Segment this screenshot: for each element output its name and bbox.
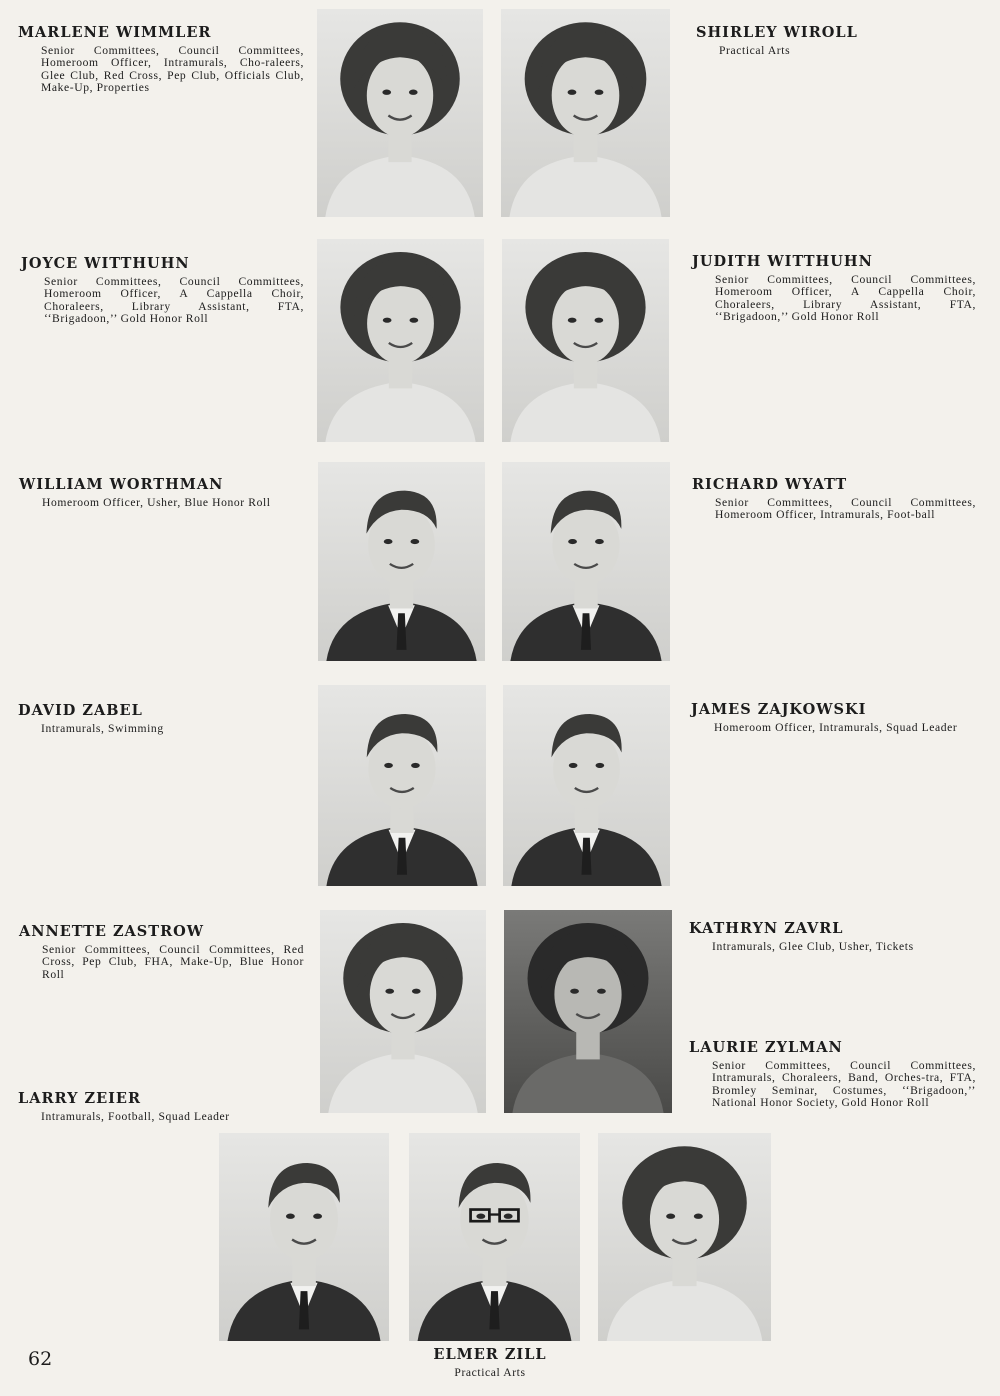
student-name: RICHARD WYATT [692, 476, 848, 493]
student-name: ELMER ZILL [433, 1346, 547, 1363]
portrait-silhouette [502, 239, 669, 442]
student-activities: Homeroom Officer, Intramurals, Squad Leader [714, 721, 958, 734]
portrait-silhouette [504, 910, 672, 1113]
student-name: LARRY ZEIER [18, 1090, 142, 1107]
portrait-silhouette [503, 685, 670, 886]
student-name: JOYCE WITTHUHN [21, 255, 190, 272]
student-entry [19, 476, 304, 509]
student-entry [400, 1346, 580, 1379]
student-activities: Senior Committees, Council Committees, Homeroom Officer, A Cappella Choir, Choraleers, Library Assistant, FTA, ‘‘Brigadoon,’’ Gold Honor Roll [44, 275, 304, 325]
student-name: LAURIE ZYLMAN [689, 1039, 843, 1056]
student-name: DAVID ZABEL [18, 702, 143, 719]
portrait-silhouette [502, 462, 670, 661]
student-portrait [502, 239, 669, 442]
student-activities: Homeroom Officer, Usher, Blue Honor Roll [42, 496, 271, 509]
student-activities: Senior Committees, Council Committees, Red Cross, Pep Club, FHA, Make-Up, Blue Honor Roll [42, 943, 304, 981]
student-name: JAMES ZAJKOWSKI [691, 701, 867, 718]
student-entry [692, 476, 976, 522]
student-name: WILLIAM WORTHMAN [19, 476, 224, 493]
portrait-silhouette [409, 1133, 580, 1341]
student-activities: Practical Arts [719, 44, 791, 57]
student-portrait [317, 9, 483, 217]
student-portrait [502, 462, 670, 661]
student-activities: Senior Committees, Council Committees, Homeroom Officer, Intramurals, Cho-raleers, Glee Club, Red Cross, Pep Club, Officials Club, Make-Up, Properties [41, 44, 304, 94]
portrait-silhouette [318, 462, 485, 661]
student-activities: Intramurals, Glee Club, Usher, Tickets [712, 940, 914, 953]
student-entry [692, 253, 976, 323]
page-number: 62 [28, 1348, 53, 1370]
student-entry [18, 1090, 308, 1123]
student-entry [689, 1039, 976, 1109]
student-entry [18, 24, 304, 94]
portrait-silhouette [598, 1133, 771, 1341]
student-entry [19, 923, 304, 981]
portrait-silhouette [317, 239, 484, 442]
student-entry [689, 920, 976, 953]
student-activities: Senior Committees, Council Committees, Intramurals, Choraleers, Band, Orches-tra, FTA, Bromley Seminar, Costumes, ‘‘Brigadoon,’’ National Honor Society, Gold Honor Roll [712, 1059, 976, 1109]
portrait-silhouette [318, 685, 486, 886]
student-entry [21, 255, 304, 325]
portrait-silhouette [320, 910, 486, 1113]
student-name: MARLENE WIMMLER [18, 24, 212, 41]
student-portrait [501, 9, 670, 217]
student-activities: Intramurals, Swimming [41, 722, 164, 735]
student-entry [696, 24, 976, 57]
student-portrait [503, 685, 670, 886]
student-entry [691, 701, 976, 734]
student-portrait [318, 462, 485, 661]
student-activities: Senior Committees, Council Committees, Homeroom Officer, A Cappella Choir, Choraleers, Library Assistant, FTA, ‘‘Brigadoon,’’ Gold Honor Roll [715, 273, 976, 323]
student-activities: Intramurals, Football, Squad Leader [41, 1110, 230, 1123]
student-portrait [318, 685, 486, 886]
student-entry [18, 702, 304, 735]
portrait-silhouette [219, 1133, 389, 1341]
portrait-silhouette [501, 9, 670, 217]
student-portrait [504, 910, 672, 1113]
student-portrait [219, 1133, 389, 1341]
student-name: ANNETTE ZASTROW [19, 923, 205, 940]
student-portrait [317, 239, 484, 442]
student-activities: Senior Committees, Council Committees, Homeroom Officer, Intramurals, Foot-ball [715, 496, 976, 522]
student-name: JUDITH WITTHUHN [692, 253, 873, 270]
student-name: SHIRLEY WIROLL [696, 24, 858, 41]
student-activities: Practical Arts [454, 1366, 526, 1379]
student-portrait [320, 910, 486, 1113]
student-portrait [598, 1133, 771, 1341]
portrait-silhouette [317, 9, 483, 217]
student-name: KATHRYN ZAVRL [689, 920, 844, 937]
student-portrait [409, 1133, 580, 1341]
